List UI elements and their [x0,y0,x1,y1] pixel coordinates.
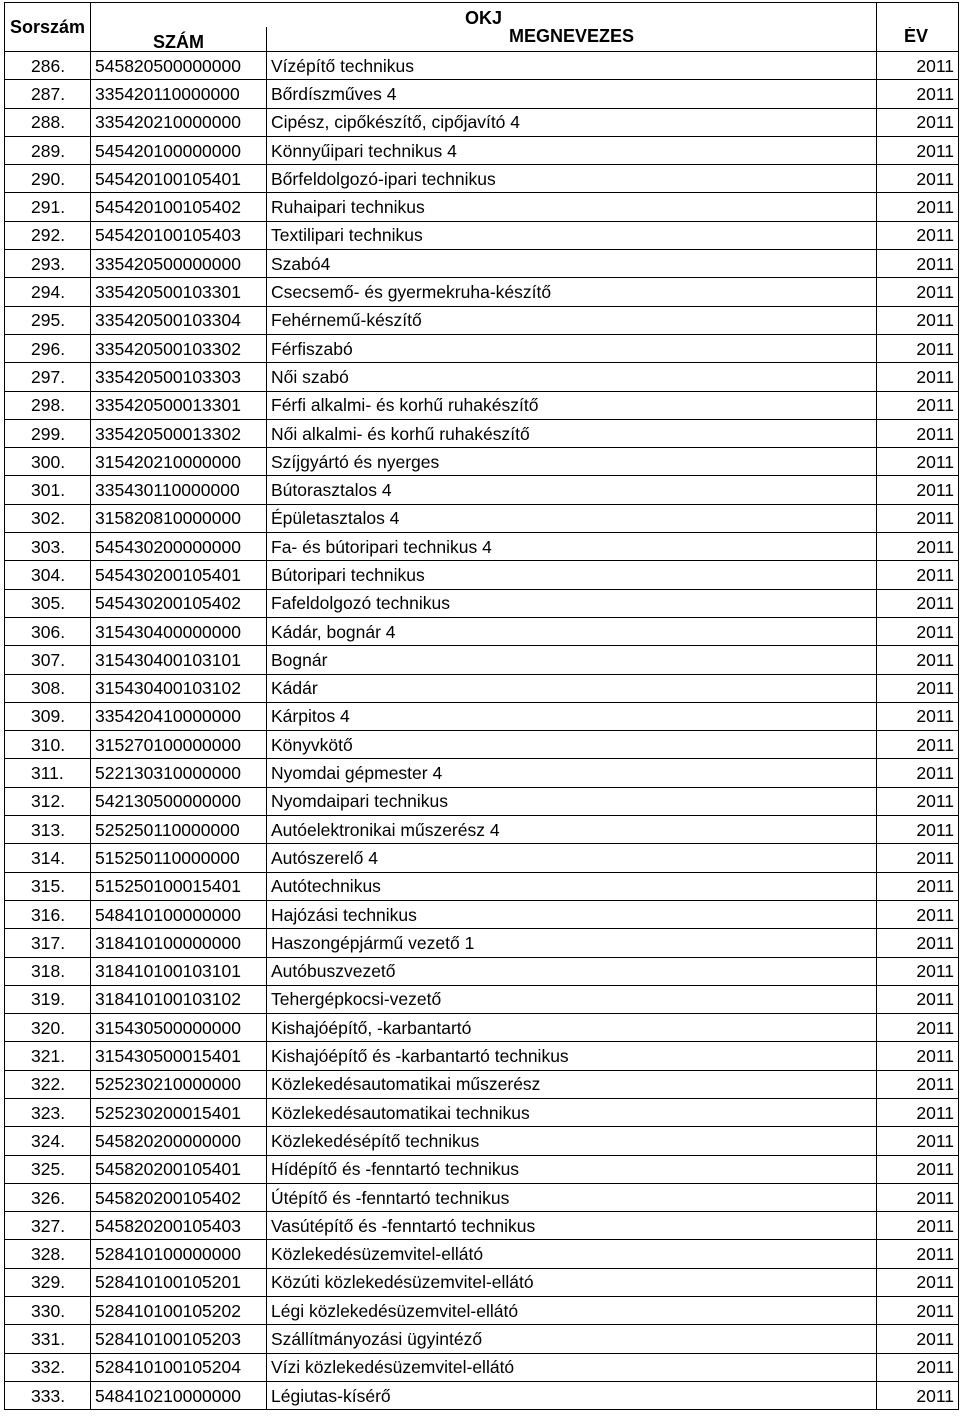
okj-code: 515250100015401 [91,872,267,900]
table-row [5,136,959,164]
row-number: 318. [5,957,91,985]
okj-code: 335420500103301 [91,278,267,306]
row-number: 306. [5,617,91,645]
row-number: 302. [5,504,91,532]
year: 2011 [877,1098,959,1126]
row-number: 299. [5,419,91,447]
year: 2011 [877,816,959,844]
qualification-name: Cipész, cipőkészítő, cipőjavító 4 [267,108,877,136]
year: 2011 [877,504,959,532]
okj-code: 545420100000000 [91,136,267,164]
qualification-name: Közlekedésautomatikai műszerész [267,1070,877,1098]
year: 2011 [877,250,959,278]
okj-code: 318410100103102 [91,985,267,1013]
table-row [5,448,959,476]
year: 2011 [877,306,959,334]
okj-code: 545820200105403 [91,1212,267,1240]
qualification-name: Hajózási technikus [267,900,877,928]
table-row [5,929,959,957]
year: 2011 [877,80,959,108]
okj-code: 315420210000000 [91,448,267,476]
year: 2011 [877,646,959,674]
row-number: 322. [5,1070,91,1098]
qualification-name: Közlekedésüzemvitel-ellátó [267,1240,877,1268]
qualification-name: Szabó4 [267,250,877,278]
row-number: 329. [5,1268,91,1296]
okj-code: 525250110000000 [91,816,267,844]
year: 2011 [877,1381,959,1409]
qualification-name: Női alkalmi- és korhű ruhakészítő [267,419,877,447]
okj-code: 545430200000000 [91,533,267,561]
year: 2011 [877,674,959,702]
row-number: 310. [5,731,91,759]
header-szam: SZÁM [91,27,267,52]
qualification-name: Közúti közlekedésüzemvitel-ellátó [267,1268,877,1296]
table-row [5,702,959,730]
row-number: 332. [5,1353,91,1381]
qualification-name: Szállítmányozási ügyintéző [267,1325,877,1353]
qualification-name: Bútoripari technikus [267,561,877,589]
table-row [5,391,959,419]
table-row [5,872,959,900]
table-row [5,674,959,702]
row-number: 316. [5,900,91,928]
okj-code: 318410100103101 [91,957,267,985]
table-row [5,533,959,561]
okj-code: 525230210000000 [91,1070,267,1098]
okj-code: 545820200000000 [91,1127,267,1155]
year: 2011 [877,165,959,193]
qualification-name: Épületasztalos 4 [267,504,877,532]
year: 2011 [877,1212,959,1240]
row-number: 309. [5,702,91,730]
row-number: 319. [5,985,91,1013]
table-row [5,1381,959,1409]
table-row [5,476,959,504]
qualification-name: Légi közlekedésüzemvitel-ellátó [267,1297,877,1325]
header-sorszam: Sorszám [5,3,91,52]
qualification-name: Nyomdaipari technikus [267,787,877,815]
table-row [5,193,959,221]
header-okj: OKJ [91,3,877,28]
qualification-name: Autószerelő 4 [267,844,877,872]
year: 2011 [877,363,959,391]
year: 2011 [877,787,959,815]
row-number: 330. [5,1297,91,1325]
okj-code: 315820810000000 [91,504,267,532]
qualification-name: Közlekedésépítő technikus [267,1127,877,1155]
row-number: 325. [5,1155,91,1183]
year: 2011 [877,589,959,617]
qualification-name: Férfi alkalmi- és korhű ruhakészítő [267,391,877,419]
qualification-name: Nyomdai gépmester 4 [267,759,877,787]
row-number: 288. [5,108,91,136]
row-number: 326. [5,1183,91,1211]
row-number: 333. [5,1381,91,1409]
table-row [5,787,959,815]
table-row [5,844,959,872]
table-row [5,221,959,249]
header-row-top [5,3,959,28]
year: 2011 [877,1325,959,1353]
year: 2011 [877,844,959,872]
qualification-name: Vízépítő technikus [267,52,877,80]
qualification-name: Könyvkötő [267,731,877,759]
okj-code: 515250110000000 [91,844,267,872]
row-number: 328. [5,1240,91,1268]
qualification-name: Bőrdíszműves 4 [267,80,877,108]
qualification-name: Szíjgyártó és nyerges [267,448,877,476]
row-number: 295. [5,306,91,334]
table-row [5,985,959,1013]
okj-code: 318410100000000 [91,929,267,957]
table-row [5,108,959,136]
year: 2011 [877,1240,959,1268]
okj-code: 548410100000000 [91,900,267,928]
okj-code: 528410100000000 [91,1240,267,1268]
row-number: 290. [5,165,91,193]
year: 2011 [877,617,959,645]
okj-code: 548410210000000 [91,1381,267,1409]
table-row [5,759,959,787]
year: 2011 [877,1042,959,1070]
qualification-name: Férfiszabó [267,334,877,362]
year: 2011 [877,1014,959,1042]
okj-code: 335420500103304 [91,306,267,334]
qualification-name: Autóelektronikai műszerész 4 [267,816,877,844]
table-body [5,52,959,1410]
row-number: 320. [5,1014,91,1042]
table-row [5,1042,959,1070]
year: 2011 [877,448,959,476]
year: 2011 [877,1127,959,1155]
qualification-name: Útépítő és -fenntartó technikus [267,1183,877,1211]
row-number: 305. [5,589,91,617]
year: 2011 [877,985,959,1013]
year: 2011 [877,419,959,447]
table-row [5,1297,959,1325]
table-row [5,165,959,193]
table-row [5,1155,959,1183]
table-row [5,504,959,532]
qualification-name: Bútorasztalos 4 [267,476,877,504]
year: 2011 [877,221,959,249]
table-row [5,278,959,306]
okj-code: 545820200105402 [91,1183,267,1211]
okj-code: 335420500000000 [91,250,267,278]
year: 2011 [877,1297,959,1325]
okj-code: 315430400000000 [91,617,267,645]
okj-code: 335420500013302 [91,419,267,447]
row-number: 308. [5,674,91,702]
year: 2011 [877,476,959,504]
okj-code: 545430200105402 [91,589,267,617]
okj-code: 528410100105202 [91,1297,267,1325]
okj-code: 522130310000000 [91,759,267,787]
row-number: 324. [5,1127,91,1155]
table-row [5,816,959,844]
year: 2011 [877,533,959,561]
qualification-name: Kádár, bognár 4 [267,617,877,645]
qualification-name: Ruhaipari technikus [267,193,877,221]
row-number: 298. [5,391,91,419]
okj-code: 528410100105201 [91,1268,267,1296]
year: 2011 [877,1268,959,1296]
row-number: 323. [5,1098,91,1126]
year: 2011 [877,957,959,985]
row-number: 303. [5,533,91,561]
okj-code: 525230200015401 [91,1098,267,1126]
qualification-name: Haszongépjármű vezető 1 [267,929,877,957]
table-row [5,306,959,334]
table-row [5,1240,959,1268]
header-megnevezes: MEGNEVEZES [267,27,877,52]
qualification-name: Vasútépítő és -fenntartó technikus [267,1212,877,1240]
year: 2011 [877,900,959,928]
qualification-name: Kádár [267,674,877,702]
table-row [5,900,959,928]
table-row [5,957,959,985]
table-row [5,1353,959,1381]
okj-code: 335420410000000 [91,702,267,730]
row-number: 292. [5,221,91,249]
row-number: 315. [5,872,91,900]
table-row [5,52,959,80]
row-number: 317. [5,929,91,957]
qualification-name: Tehergépkocsi-vezető [267,985,877,1013]
okj-code: 335420110000000 [91,80,267,108]
row-number: 289. [5,136,91,164]
okj-code: 315430500000000 [91,1014,267,1042]
year: 2011 [877,702,959,730]
row-number: 331. [5,1325,91,1353]
year: 2011 [877,108,959,136]
year: 2011 [877,391,959,419]
row-number: 287. [5,80,91,108]
row-number: 300. [5,448,91,476]
qualification-name: Csecsemő- és gyermekruha-készítő [267,278,877,306]
row-number: 294. [5,278,91,306]
qualification-name: Könnyűipari technikus 4 [267,136,877,164]
okj-code: 335420500103303 [91,363,267,391]
qualification-name: Textilipari technikus [267,221,877,249]
year: 2011 [877,52,959,80]
year: 2011 [877,872,959,900]
year: 2011 [877,759,959,787]
okj-code: 528410100105204 [91,1353,267,1381]
table-row [5,419,959,447]
okj-code: 545420100105402 [91,193,267,221]
qualification-name: Fa- és bútoripari technikus 4 [267,533,877,561]
row-number: 312. [5,787,91,815]
row-number: 307. [5,646,91,674]
header-ev: ÉV [877,27,959,52]
table-row [5,617,959,645]
okj-code: 315430400103101 [91,646,267,674]
year: 2011 [877,334,959,362]
qualification-name: Légiutas-kísérő [267,1381,877,1409]
qualification-name: Kishajóépítő és -karbantartó technikus [267,1042,877,1070]
qualification-name: Autótechnikus [267,872,877,900]
okj-code: 542130500000000 [91,787,267,815]
table-header [5,3,959,52]
okj-code: 335430110000000 [91,476,267,504]
header-row-bottom [5,27,959,52]
row-number: 301. [5,476,91,504]
row-number: 293. [5,250,91,278]
okj-code: 315430500015401 [91,1042,267,1070]
table-row [5,363,959,391]
table-row [5,334,959,362]
row-number: 297. [5,363,91,391]
okj-code: 545820500000000 [91,52,267,80]
qualification-name: Női szabó [267,363,877,391]
table-row [5,1127,959,1155]
year: 2011 [877,1353,959,1381]
header-blank [877,3,959,28]
okj-table [4,2,959,1410]
qualification-name: Kárpitos 4 [267,702,877,730]
row-number: 314. [5,844,91,872]
okj-code: 545420100105401 [91,165,267,193]
okj-code: 335420500103302 [91,334,267,362]
qualification-name: Bognár [267,646,877,674]
row-number: 286. [5,52,91,80]
table-row [5,1070,959,1098]
qualification-name: Közlekedésautomatikai technikus [267,1098,877,1126]
qualification-name: Hídépítő és -fenntartó technikus [267,1155,877,1183]
qualification-name: Vízi közlekedésüzemvitel-ellátó [267,1353,877,1381]
okj-code: 315430400103102 [91,674,267,702]
row-number: 313. [5,816,91,844]
qualification-name: Fafeldolgozó technikus [267,589,877,617]
table-row [5,646,959,674]
table-row [5,561,959,589]
table-row [5,80,959,108]
row-number: 296. [5,334,91,362]
table-row [5,1014,959,1042]
okj-code: 335420500013301 [91,391,267,419]
table-row [5,1183,959,1211]
year: 2011 [877,193,959,221]
year: 2011 [877,1183,959,1211]
table-row [5,1212,959,1240]
okj-code: 315270100000000 [91,731,267,759]
year: 2011 [877,1070,959,1098]
table-row [5,1268,959,1296]
okj-code: 335420210000000 [91,108,267,136]
row-number: 304. [5,561,91,589]
year: 2011 [877,731,959,759]
year: 2011 [877,278,959,306]
row-number: 327. [5,1212,91,1240]
okj-code: 528410100105203 [91,1325,267,1353]
table-row [5,1325,959,1353]
okj-code: 545430200105401 [91,561,267,589]
year: 2011 [877,561,959,589]
table-row [5,589,959,617]
table-row [5,731,959,759]
year: 2011 [877,929,959,957]
table-row [5,250,959,278]
row-number: 291. [5,193,91,221]
qualification-name: Bőrfeldolgozó-ipari technikus [267,165,877,193]
row-number: 321. [5,1042,91,1070]
year: 2011 [877,136,959,164]
qualification-name: Autóbuszvezető [267,957,877,985]
row-number: 311. [5,759,91,787]
okj-code: 545820200105401 [91,1155,267,1183]
table-row [5,1098,959,1126]
qualification-name: Fehérnemű-készítő [267,306,877,334]
qualification-name: Kishajóépítő, -karbantartó [267,1014,877,1042]
year: 2011 [877,1155,959,1183]
okj-code: 545420100105403 [91,221,267,249]
